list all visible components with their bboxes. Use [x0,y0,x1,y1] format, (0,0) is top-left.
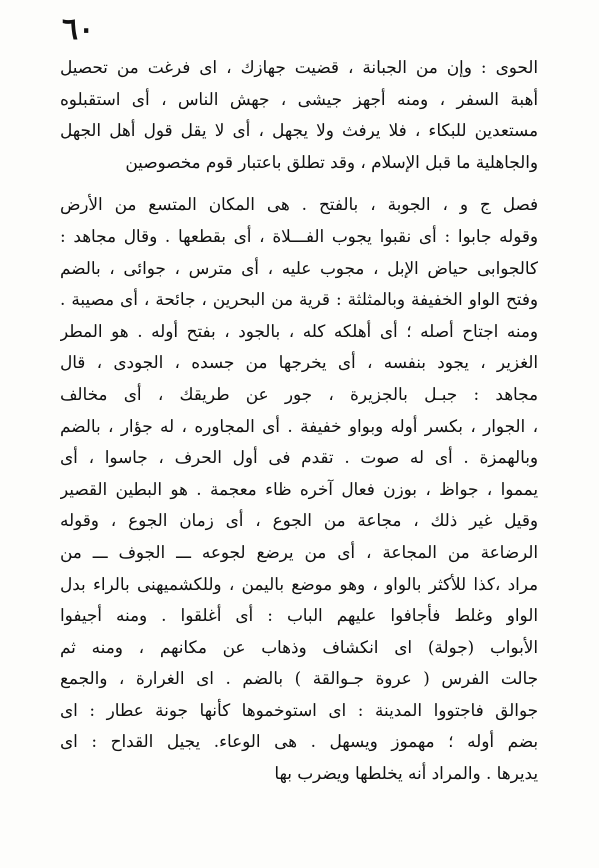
text-line: الواو وغلط فأجافوا عليهم الباب : أى أغلقوا . ومنه أجيفوا [60,605,538,626]
text-line: مراد ،كذا للأكثر بالواو ، وهو موضع باليمن ، وللكشميهنى بالراء بدل [60,573,538,594]
text-line: مستعدين للبكاء ، فلا يرفث ولا يجهل ، أى لا يقل قول أهل الجهل [60,120,538,141]
text-line: أهبة السفر ، ومنه أجهز جيشى ، جهش الناس ، أى استقبلوه [60,88,538,109]
text-line: وقوله جابوا : أى نقبوا يجوب الفـــلاة ، أى بقطعها . وقال مجاهد : [60,225,538,246]
text-line: وبالهمزة . أى له صوت . تقدم فى أول الحرف ، جاسوا ، أى [60,447,538,468]
text-line: الرضاعة من المجاعة ، أى من يرضع لجوعه ـــ الجوف ـــ من [60,541,538,562]
text-line: الغزير ، يجود بنفسه ، أى يخرجها من جسده ، الجودى ، قال [60,352,538,373]
text-line: ، الجوار ، بكسر أوله وبواو خفيفة . أى المجاوره ، له جؤار ، بالضم [60,415,538,436]
paragraph-gap [60,178,538,189]
text-line: وقيل غير ذلك ، مجاعة من الجوع ، أى زمان الجوع ، وقوله [60,510,538,531]
text-line: مجاهد : جبـل بالجزيرة ، جور عن طريقك ، أى مخالف [60,383,538,404]
text-line: يديرها . والمراد أنه يخلطها ويضرب بها [274,763,538,784]
paragraph-jim-ha [60,52,538,178]
text-line: ومنه اجتاح أصله ؛ أى أهلكه كله ، بالجود ، بفتح أوله . هو المطر [60,320,538,341]
text-line: جوالق فاجتووا المدينة : اى استوخموها كأنها جونة عطار : اى [60,699,538,720]
text-line: الأبواب (جولة) اى انكشاف وذهاب عن مكانهم ، ومنه ثم [60,636,538,657]
page-number: ٦٠ [62,12,95,47]
text-line: والجاهلية ما قبل الإسلام ، وقد تطلق باعتبار قوم مخصوصين [125,151,538,172]
text-line: بضم أوله ؛ مهموز ويسهل . هى الوعاء. يجيل القداح : اى [60,731,538,752]
text-line: الحوى : وإن من الجبانة ، قضيت جهازك ، اى فرغت من تحصيل [60,57,538,77]
paragraph-jim-waw [60,189,538,789]
text-line: وفتح الواو الخفيفة وبالمثلثة : قرية من البحرين ، جائحة ، أى مصيبة . [60,289,538,310]
text-line: فصل ج و ، الجوبة ، بالفتح . هى المكان المتسع من الأرض [60,194,538,215]
page-text [60,52,538,790]
text-line: كالجوابى حياض الإبل ، مجوب عليه ، أى مترس ، جوائى ، بالضم [60,257,538,278]
text-line: يمموا ، جواظ ، بوزن فعال آخره ظاء معجمة . هو البطين القصير [60,478,538,499]
text-line: جالت الفرس ( عروة جـوالقة ) بالضم . اى الغرارة ، والجمع [60,668,538,689]
